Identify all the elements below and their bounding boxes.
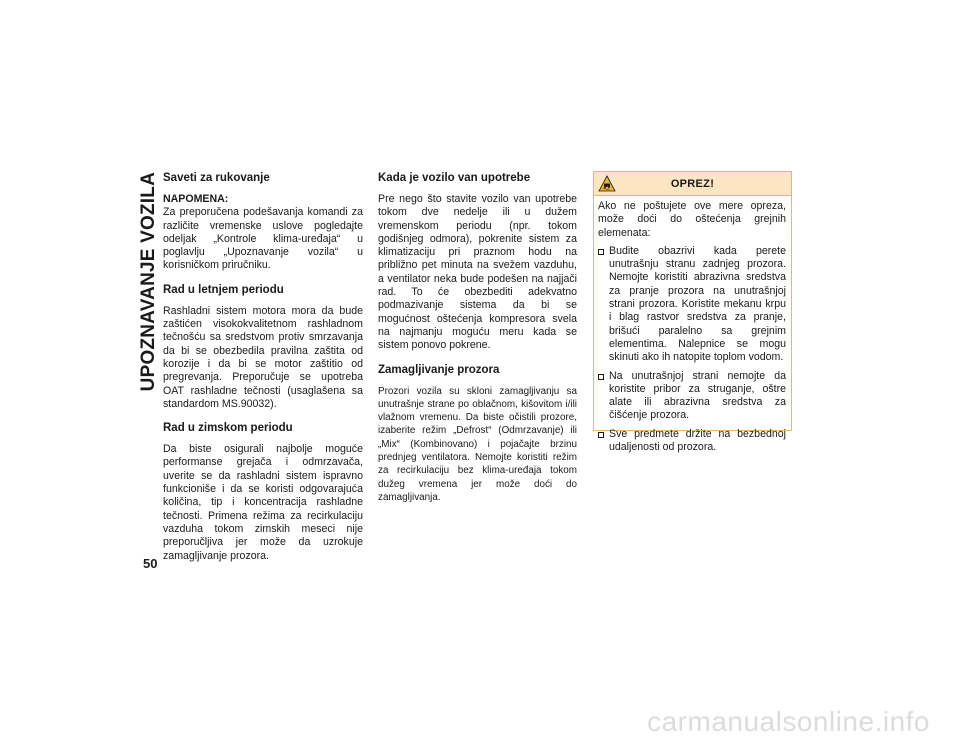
caution-intro: Ako ne poštujete ove mere opreza, može doći do oštećenja grejnih elemenata: <box>598 200 786 239</box>
fogging-text: Prozori vozila su skloni zamagljivanju sa unutrašnje strane po oblačnom, kišovitom i/ili vlažnom vremenu. Da biste očistili prozore, izaberite režim „Defrost“ (Odmrzavanje) ili „Mix“ (Kombinovano) i pojačajte brzinu prednjeg ventilatora. Nemojte koristiti režim za recirkulaciju bez klima-uređaja tokom dužeg vremena jer može doći do zamagljivanja. <box>378 385 577 503</box>
heading-window-fogging: Zamagljivanje prozora <box>378 363 500 376</box>
caution-bullet-text: Budite obazrivi kada perete unutrašnju stranu zadnjeg prozora. Nemojte koristiti abrazivna sredstva za pranje prozora na unutrašnjoj strani prozora. Koristite mekanu krpu i blag rastvor sredstva za pranje, brišući paralelno sa grejnim elementima. Nalepnice se mogu skinuti ako ih natopite toplom vodom. <box>609 244 786 364</box>
bullet-square-icon <box>598 374 604 380</box>
winter-text: Da biste osigurali najbolje moguće performanse grejača i odmrzavača, uverite se da rashladni sistem ispravno funkcioniše i da se koristi odgovarajuća količina, tip i koncentracija rashladne tečnosti. Primena režima za recirkulaciju vazduha tokom zimskih meseci nije preporučljiva jer može da uzrokuje zamagljivanje prozora. <box>163 443 363 562</box>
watermark: carmanualsonline.info <box>647 706 930 737</box>
heading-handling-tips: Saveti za rukovanje <box>163 172 270 184</box>
heading-vehicle-storage: Kada je vozilo van upotrebe <box>378 172 531 184</box>
caution-bullet-text: Na unutrašnjoj strani nemojte da koristite pribor za struganje, oštre alate ili abrazivna sredstva za čišćenje prozora. <box>609 369 786 422</box>
column-left <box>163 171 363 563</box>
column-middle <box>378 171 577 504</box>
caution-title: OPREZ! <box>670 177 715 190</box>
caution-bullet-text: Sve predmete držite na bezbednoj udaljenosti od prozora. <box>609 427 786 454</box>
car-skid-warning-icon <box>598 175 616 192</box>
summer-text: Rashladni sistem motora mora da bude zaštićen visokokvalitetnom rashladnom tečnošću sa sredstvom protiv smrzavanja da bi se obezbedila pravilna zaštita od korozije i da bi se motor zaštitio od pregrevanja. Preporučuje se upotreba OAT rashladne tečnosti (usaglašena sa standardom MS.90032). <box>163 304 363 410</box>
caution-bullet <box>598 370 786 423</box>
caution-bullet <box>598 245 786 365</box>
bullet-square-icon <box>598 432 604 438</box>
heading-winter: Rad u zimskom periodu <box>163 422 293 435</box>
caution-bullet <box>598 428 786 455</box>
caution-body <box>594 196 791 463</box>
note-text: Za preporučena podešavanja komandi za različite vremenske uslove pogledajte odeljak „Kontrole klima-uređaja“ u poglavlju „Upoznavanje vozila“ u korisničkom priručniku. <box>163 206 363 272</box>
note-label: NAPOMENA: <box>163 193 229 205</box>
bullet-square-icon <box>598 249 604 255</box>
page-number: 50 <box>143 556 158 571</box>
heading-summer: Rad u letnjem periodu <box>163 283 284 296</box>
caution-header <box>594 172 791 196</box>
caution-box <box>593 171 792 454</box>
section-side-tab <box>137 172 161 392</box>
section-title: UPOZNAVANJE VOZILA <box>138 172 159 392</box>
storage-text: Pre nego što stavite vozilo van upotrebe tokom dve nedelje ili u dužem vremenskom periodu (npr. tokom godišnjeg odmora), pokrenite sistem za klimatizaciju pri praznom hodu na približno pet minuta na svežem vazduhu, a ventilator neka bude podešen na najjači rad. To će obezbediti adekvatno podmazivanje sistema da bi se mogućnost oštećenja kompresora svela na najmanju moguću meru kada se sistem ponovo pokrene. <box>378 193 577 352</box>
